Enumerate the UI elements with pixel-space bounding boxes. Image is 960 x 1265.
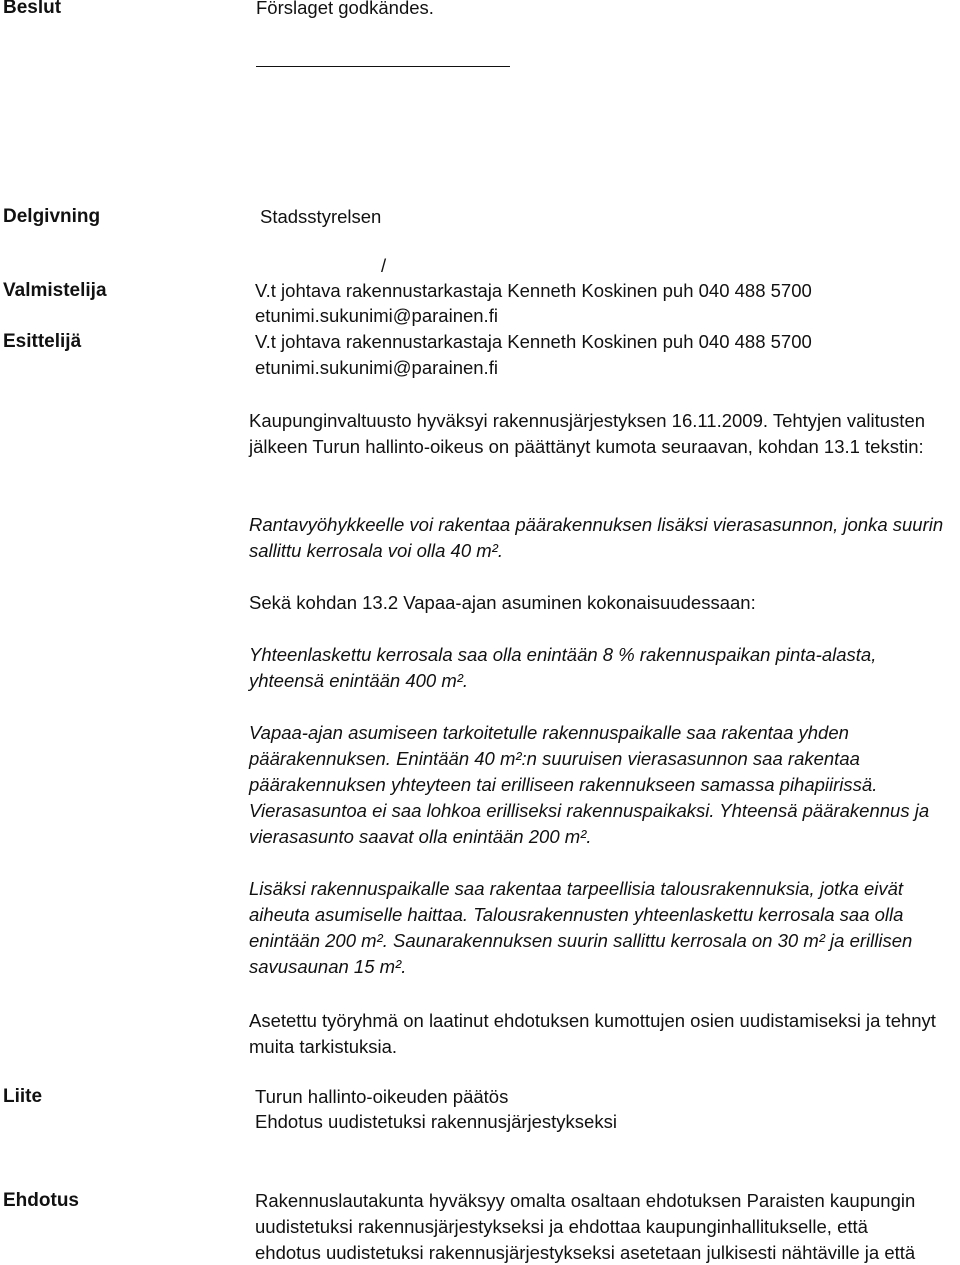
delgivning-label: Delgivning [3, 206, 101, 227]
ehdotus-label: Ehdotus [3, 1190, 79, 1211]
ehdotus-line-1: Rakennuslautakunta hyväksyy omalta osaltaan ehdotuksen Paraisten kaupungin [255, 1190, 916, 1211]
beslut-text: Förslaget godkändes. [256, 0, 434, 18]
liite-item-1: Turun hallinto-oikeuden päätös [255, 1086, 509, 1107]
paragraph-working-group: Asetettu työryhmä on laatinut ehdotuksen kumottujen osien uudistamiseksi ja tehnyt muita tarkistuksia. [249, 1010, 936, 1057]
ehdotus-line-3: ehdotus uudistetuksi rakennusjärjestykseksi asetetaan julkisesti nähtäville ja että [255, 1242, 916, 1263]
valmistelija-label: Valmistelija [3, 280, 107, 301]
paragraph-quote-leisure: Vapaa-ajan asumiseen tarkoitetulle rakennuspaikalle saa rakentaa yhden päärakennuksen. Enintään 40 m²:n suuruisen vierasasunnon saa rakentaa päärakennuksen yhteyteen tai erilliseen rakennukseen samassa pihapiirissä. Vierasasuntoa ei saa lohkoa erilliseksi rakennuspaikaksi. Yhteensä päärakennus ja vierasasunto saavat olla enintään 200 m². [249, 722, 930, 847]
liite-item-2: Ehdotus uudistetuksi rakennusjärjestykseksi [255, 1111, 617, 1132]
slash-mark: / [381, 255, 387, 276]
esittelija-line1: V.t johtava rakennustarkastaja Kenneth Koskinen puh 040 488 5700 [255, 331, 812, 352]
paragraph-intro: Kaupunginvaltuusto hyväksyi rakennusjärjestyksen 16.11.2009. Tehtyjen valitusten jälkeen Turun hallinto-oikeus on päättänyt kumota seuraavan, kohdan 13.1 tekstin: [249, 410, 926, 457]
liite-label: Liite [3, 1086, 43, 1107]
signature-line [256, 66, 510, 67]
esittelija-label: Esittelijä [3, 331, 82, 352]
valmistelija-line1: V.t johtava rakennustarkastaja Kenneth Koskinen puh 040 488 5700 [255, 280, 812, 301]
paragraph-quote-13-1: Rantavyöhykkeelle voi rakentaa päärakennuksen lisäksi vierasasunnon, jonka suurin sallittu kerrosala voi olla 40 m². [249, 514, 944, 561]
valmistelija-email: etunimi.sukunimi@parainen.fi [255, 305, 498, 326]
paragraph-quote-area: Yhteenlaskettu kerrosala saa olla enintään 8 % rakennuspaikan pinta-alasta, yhteensä enintään 400 m². [249, 644, 877, 691]
beslut-label: Beslut [3, 0, 62, 18]
esittelija-email: etunimi.sukunimi@parainen.fi [255, 357, 498, 378]
paragraph-quote-outbuildings: Lisäksi rakennuspaikalle saa rakentaa tarpeellisia talousrakennuksia, jotka eivät aiheuta asumiselle haittaa. Talousrakennusten yhteenlaskettu kerrosala saa olla enintään 200 m². Saunarakennuksen suurin sallittu kerrosala on 30 m² ja erillisen savusaunan 15 m². [249, 878, 913, 977]
ehdotus-line-2: uudistetuksi rakennusjärjestykseksi ja ehdottaa kaupunginhallitukselle, että [255, 1216, 868, 1237]
paragraph-section-13-2: Sekä kohdan 13.2 Vapaa-ajan asuminen kokonaisuudessaan: [249, 592, 756, 613]
delgivning-text: Stadsstyrelsen [260, 206, 382, 227]
